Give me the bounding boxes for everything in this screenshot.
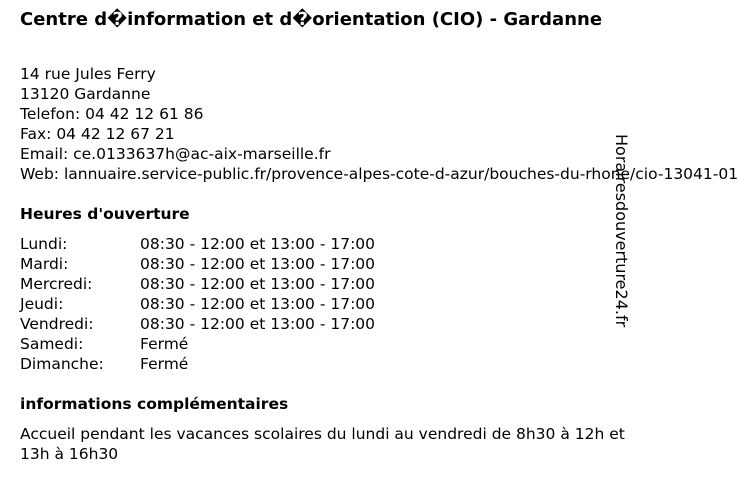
site-watermark: Horairesdouverture24.fr: [612, 134, 631, 328]
hours-row: [20, 334, 375, 354]
additional-info-text: Accueil pendant les vacances scolaires du lundi au vendredi de 8h30 à 12h et 13h à 16h30: [20, 425, 625, 463]
hours-row: [20, 314, 375, 334]
hours-value: 08:30 - 12:00 et 13:00 - 17:00: [140, 315, 376, 333]
hours-row: [20, 294, 375, 314]
hours-value: 08:30 - 12:00 et 13:00 - 17:00: [140, 295, 376, 313]
hours-value: 08:30 - 12:00 et 13:00 - 17:00: [140, 235, 376, 253]
additional-info-heading: informations complémentaires: [20, 395, 289, 413]
day-label: Lundi:: [20, 235, 68, 253]
hours-value: Fermé: [140, 355, 189, 373]
hours-value: 08:30 - 12:00 et 13:00 - 17:00: [140, 275, 376, 293]
hours-row: [20, 354, 375, 374]
day-label: Mardi:: [20, 255, 69, 273]
website-link[interactable]: Web: lannuaire.service-public.fr/provence-alpes-cote-d-azur/bouches-du-rhone/cio-13041-01: [20, 165, 738, 183]
street-address: 14 rue Jules Ferry: [20, 65, 156, 83]
day-label: Samedi:: [20, 335, 84, 353]
page-title: Centre d�information et d�orientation (CIO) - Gardanne: [20, 9, 603, 30]
hours-row: [20, 254, 375, 274]
day-label: Jeudi:: [20, 295, 64, 313]
day-label: Vendredi:: [20, 315, 94, 333]
hours-row: [20, 274, 375, 294]
day-label: Dimanche:: [20, 355, 104, 373]
hours-value: 08:30 - 12:00 et 13:00 - 17:00: [140, 255, 376, 273]
opening-hours-table: [20, 234, 375, 374]
day-label: Mercredi:: [20, 275, 93, 293]
phone-number: Telefon: 04 42 12 61 86: [20, 105, 204, 123]
email-address: Email: ce.0133637h@ac-aix-marseille.fr: [20, 145, 331, 163]
contact-block: [20, 64, 738, 184]
opening-hours-heading: Heures d'ouverture: [20, 205, 190, 223]
hours-row: [20, 234, 375, 254]
city-address: 13120 Gardanne: [20, 85, 151, 103]
hours-value: Fermé: [140, 335, 189, 353]
fax-number: Fax: 04 42 12 67 21: [20, 125, 175, 143]
